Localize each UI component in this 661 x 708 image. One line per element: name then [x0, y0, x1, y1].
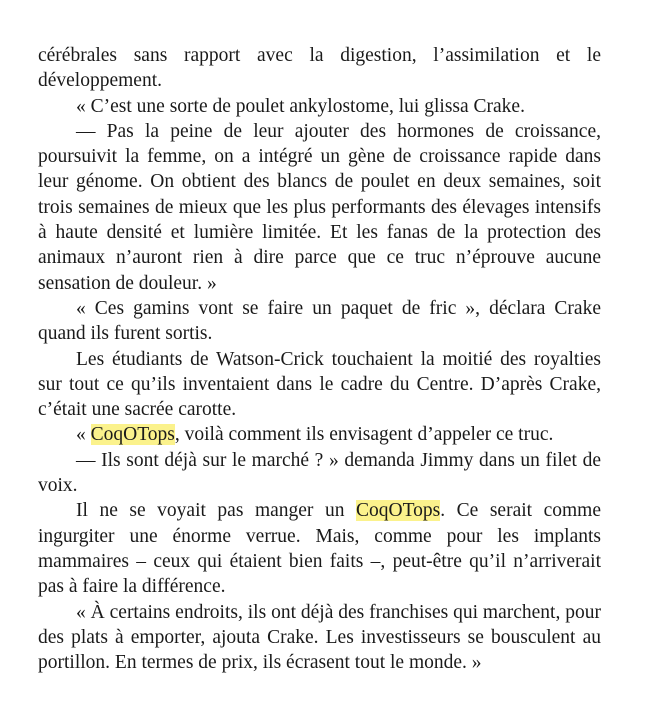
- paragraph: [38, 448, 601, 499]
- text-segment: « Ces gamins vont se faire un paquet de fric », déclara Crake quand ils furent sortis.: [38, 297, 601, 345]
- text-segment: , voilà comment ils envisagent d’appeler ce truc.: [174, 424, 554, 446]
- highlighted-text: CoqOTops: [356, 500, 441, 522]
- text-segment: Il ne se voyait pas manger un: [76, 500, 356, 522]
- text-segment: Les étudiants de Watson-Crick touchaient la moitié des royalties sur tout ce qu’ils inventaient dans le cadre du Centre. D’après Crake, c’était une sacrée carotte.: [38, 348, 601, 421]
- paragraph: [38, 422, 601, 447]
- paragraph: [38, 296, 601, 347]
- paragraph: [38, 347, 601, 423]
- paragraph: [38, 498, 601, 599]
- highlighted-text: CoqOTops: [90, 424, 175, 446]
- text-segment: — Pas la peine de leur ajouter des hormones de croissance, poursuivit la femme, on a intégré un gène de croissance rapide dans leur génome. On obtient des blancs de poulet en deux semaines, soit trois semaines de mieux que les plus performants des élevages intensifs à haute densité et lumière limitée. Et les fanas de la protection des animaux n’auront rien à dire parce que ce truc n’éprouve aucune sensation de douleur. »: [38, 120, 601, 294]
- paragraph: [38, 119, 601, 296]
- paragraph: [38, 600, 601, 676]
- paragraph: [38, 43, 601, 94]
- text-segment: — Ils sont déjà sur le marché ? » demanda Jimmy dans un filet de voix.: [38, 449, 601, 497]
- paragraph: [38, 94, 601, 119]
- text-segment: . Ce serait comme ingurgiter une énorme verrue. Mais, comme pour les implants mammaires – ceux qui étaient bien faits –, peut-être qu’il n’arriverait pas à faire la différence.: [38, 500, 601, 598]
- text-body: [38, 43, 601, 675]
- text-segment: « À certains endroits, ils ont déjà des franchises qui marchent, pour des plats à emporter, ajouta Crake. Les investisseurs se bousculent au portillon. En termes de prix, ils écrasent tout le monde. »: [38, 601, 601, 674]
- text-segment: « C’est une sorte de poulet ankylostome, lui glissa Crake.: [76, 95, 525, 117]
- text-segment: «: [76, 424, 91, 446]
- text-segment: cérébrales sans rapport avec la digestion, l’assimilation et le développement.: [38, 45, 601, 92]
